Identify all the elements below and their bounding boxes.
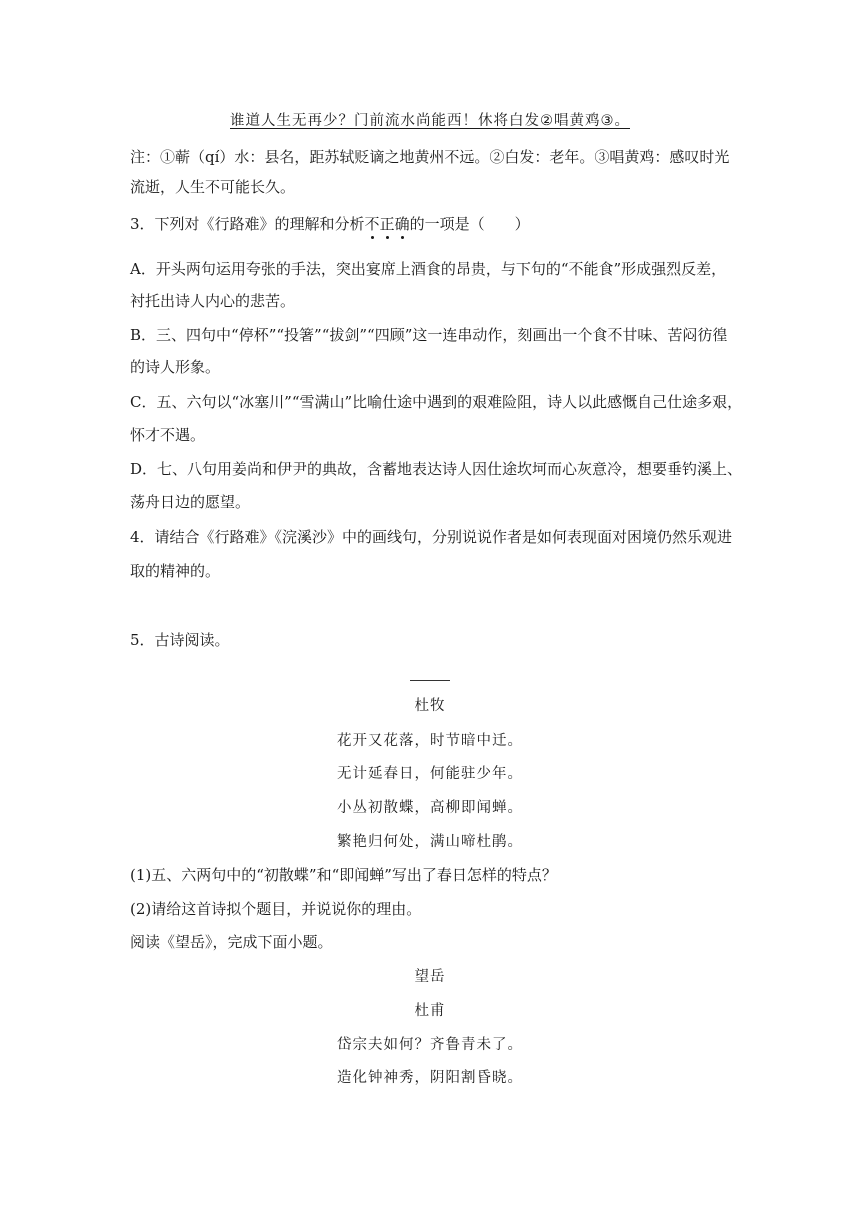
note-line-2: 流逝，人生不可能长久。 [130,178,296,196]
question-3-prefix: 3．下列对《行路难》的理解和分析 [130,215,365,233]
question-4-line-1: 4．请结合《行路难》《浣溪沙》中的画线句，分别说说作者是如何表现面对困境仍然乐观进 [130,528,733,546]
option-c-line-2: 怀才不遇。 [130,426,206,444]
poem-line: 花开又花落，时节暗中迁。 [337,733,523,749]
poem-last-line [0,111,860,131]
option-a-line-2: 衬托出诗人内心的悲苦。 [130,292,296,310]
question-5-2: (2)请给这首诗拟个题目，并说说你的理由。 [130,900,422,918]
underlined-poem-line: 谁道人生无再少？门前流水尚能西！休将白发②唱黄鸡③。 [230,113,630,129]
option-c-line-1: C．五、六句以“冰塞川”“雪满山”比喻仕途中遇到的艰难险阻，诗人以此感慨自己仕途多艰， [130,393,743,411]
poem-author: 杜甫 [414,1003,446,1019]
question-3 [130,214,735,234]
option-b-line-1: B．三、四句中“停杯”“投箸”“拔剑”“四顾”这一连串动作，刻画出一个食不甘味、苦闷彷徨 [130,326,728,344]
emphasis-char: 正 [379,215,395,233]
option-a-line-1: A．开头两句运用夸张的手法，突出宴席上酒食的昂贵，与下句的“不能食”形成强烈反差， [130,260,727,278]
poem-line: 岱宗夫如何？齐鲁青未了。 [337,1037,523,1053]
question-5: 5．古诗阅读。 [130,631,230,649]
option-d-line-2: 荡舟日边的愿望。 [130,493,251,511]
emphasis-char: 不 [364,215,380,233]
reading-prompt: 阅读《望岳》，完成下面小题。 [130,933,333,951]
poem-line: 造化钟神秀，阴阳割昏晓。 [337,1070,523,1086]
poem-line: 小丛初散蝶，高柳即闻蝉。 [337,800,523,816]
option-d-line-1: D．七、八句用姜尚和伊尹的典故，含蓄地表达诗人因仕途坎坷而心灰意冷，想要垂钓溪上、 [130,460,743,478]
poem-line: 无计延春日，何能驻少年。 [337,766,523,782]
poem-title: 望岳 [414,969,446,985]
poem-title-blank [410,680,450,681]
emphasis-char: 确 [394,215,410,233]
poem-author: 杜牧 [414,698,446,714]
note-line-1: 注：①蕲（qí）水：县名，距苏轼贬谪之地黄州不远。②白发：老年。③唱黄鸡：感叹时光 [130,148,730,166]
option-b-line-2: 的诗人形象。 [130,358,221,376]
poem-line: 繁艳归何处，满山啼杜鹃。 [337,834,523,850]
question-5-1: (1)五、六两句中的“初散蝶”和“即闻蝉”写出了春日怎样的特点？ [130,866,557,884]
question-4-line-2: 取的精神的。 [130,562,221,580]
question-3-suffix: 的一项是（ ） [409,215,530,233]
